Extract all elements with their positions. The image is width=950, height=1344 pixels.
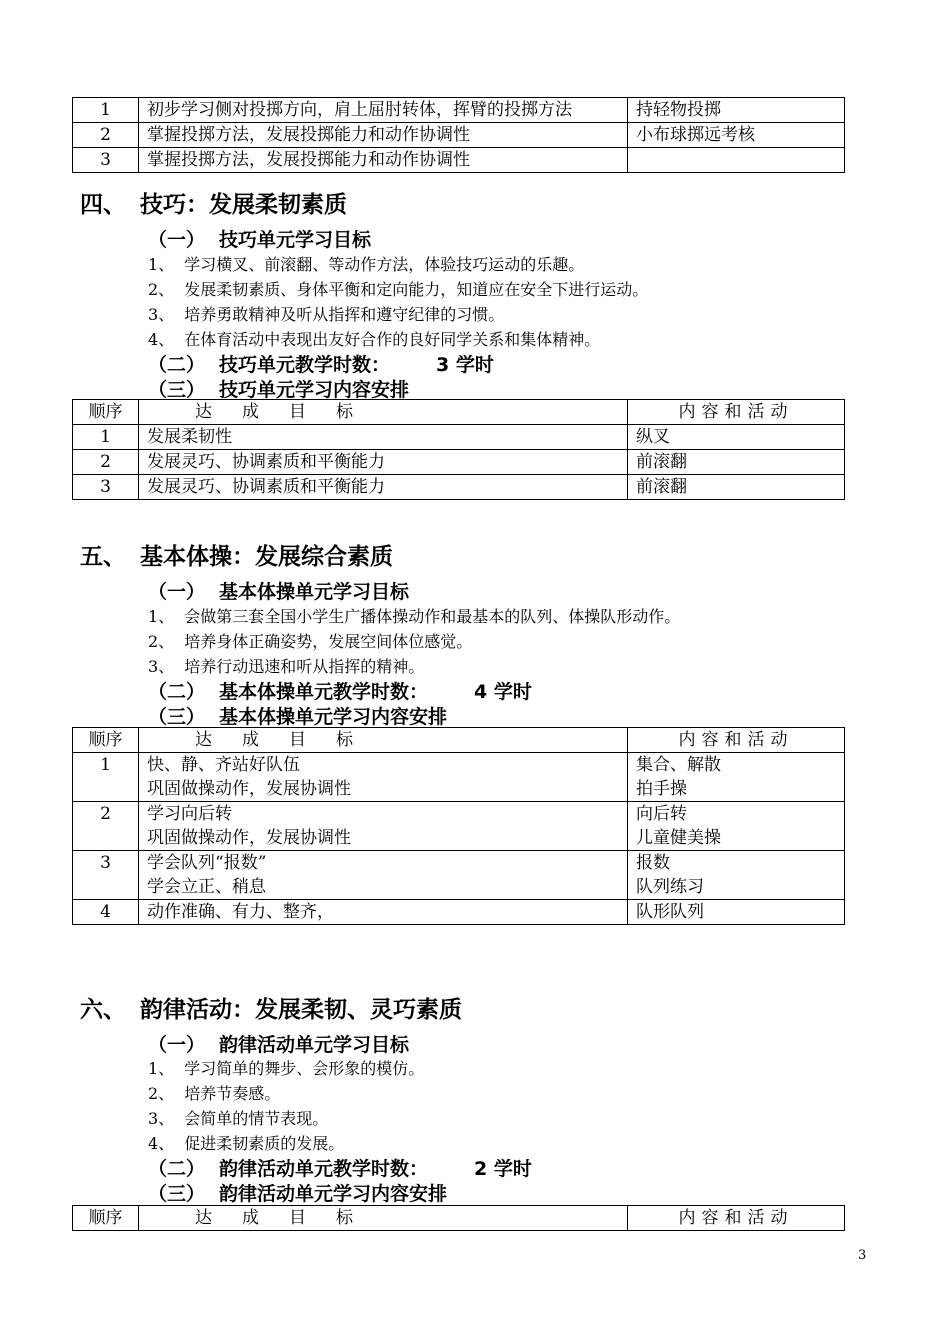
- list-item: 3、 培养勇敢精神及听从指挥和遵守纪律的习惯。: [148, 305, 505, 324]
- seq-cell: 3: [73, 851, 139, 900]
- table-row: [73, 851, 845, 900]
- page-number: 3: [858, 1248, 867, 1263]
- header-seq: 顺序: [73, 400, 139, 425]
- seq-cell: 1: [73, 425, 139, 450]
- activity-cell: 集合、解散 拍手操: [628, 753, 845, 802]
- activity-cell: 纵叉: [628, 425, 845, 450]
- table-row: [73, 123, 845, 148]
- goal-cell: 发展柔韧性: [139, 425, 628, 450]
- subsection-heading: （三） 基本体操单元学习内容安排: [148, 706, 448, 728]
- list-item: 1、 学习简单的舞步、会形象的模仿。: [148, 1059, 425, 1078]
- header-goal: 达 成 目 标: [139, 400, 628, 425]
- activity-cell: 队形队列: [628, 900, 845, 925]
- goal-cell: 发展灵巧、协调素质和平衡能力: [139, 450, 628, 475]
- list-item: 1、 学习横叉、前滚翻、等动作方法，体验技巧运动的乐趣。: [148, 255, 585, 274]
- header-activity: 内容和活动: [628, 400, 845, 425]
- subsection-heading: （三） 技巧单元学习内容安排: [148, 379, 410, 401]
- goal-cell: 初步学习侧对投掷方向，肩上屈肘转体，挥臂的投掷方法: [139, 98, 628, 123]
- list-item: 2、 发展柔韧素质、身体平衡和定向能力，知道应在安全下进行运动。: [148, 280, 649, 299]
- seq-cell: 3: [73, 148, 139, 173]
- table-row: [73, 450, 845, 475]
- list-item: 4、 促进柔韧素质的发展。: [148, 1134, 345, 1153]
- seq-cell: 2: [73, 123, 139, 148]
- header-seq: 顺序: [73, 1206, 139, 1231]
- subsection-heading: （一） 韵律活动单元学习目标: [148, 1034, 410, 1056]
- rhythm-content-table: [72, 1205, 845, 1231]
- seq-cell: 3: [73, 475, 139, 500]
- list-item: 2、 培养身体正确姿势，发展空间体位感觉。: [148, 632, 473, 651]
- header-goal: 达 成 目 标: [139, 1206, 628, 1231]
- seq-cell: 1: [73, 98, 139, 123]
- activity-cell: 前滚翻: [628, 450, 845, 475]
- goal-cell: 学习向后转 巩固做操动作，发展协调性: [139, 802, 628, 851]
- list-item: 3、 培养行动迅速和听从指挥的精神。: [148, 657, 425, 676]
- activity-cell: 小布球掷远考核: [628, 123, 845, 148]
- subsection-heading: （二） 基本体操单元教学时数： 4 学时: [148, 681, 532, 703]
- subsection-heading: （二） 技巧单元教学时数： 3 学时: [148, 354, 494, 376]
- subsection-heading: （一） 技巧单元学习目标: [148, 229, 372, 251]
- table-row: [73, 98, 845, 123]
- activity-cell: 前滚翻: [628, 475, 845, 500]
- table-header-row: [73, 400, 845, 425]
- header-seq: 顺序: [73, 728, 139, 753]
- subsection-heading: （一） 基本体操单元学习目标: [148, 581, 410, 603]
- table-row: [73, 802, 845, 851]
- skills-content-table: [72, 399, 845, 500]
- seq-cell: 2: [73, 802, 139, 851]
- table-row: [73, 148, 845, 173]
- activity-cell: 持轻物投掷: [628, 98, 845, 123]
- table-row: [73, 900, 845, 925]
- table-header-row: [73, 1206, 845, 1231]
- header-activity: 内容和活动: [628, 728, 845, 753]
- header-activity: 内容和活动: [628, 1206, 845, 1231]
- list-item: 2、 培养节奏感。: [148, 1084, 281, 1103]
- section-heading: 五、 基本体操：发展综合素质: [80, 544, 393, 570]
- header-goal: 达 成 目 标: [139, 728, 628, 753]
- goal-cell: 学会队列“报数” 学会立正、稍息: [139, 851, 628, 900]
- table-row: [73, 753, 845, 802]
- activity-cell: 报数 队列练习: [628, 851, 845, 900]
- section-heading: 四、 技巧：发展柔韧素质: [80, 192, 347, 218]
- list-item: 1、 会做第三套全国小学生广播体操动作和最基本的队列、体操队形动作。: [148, 607, 681, 626]
- activity-cell: [628, 148, 845, 173]
- subsection-heading: （三） 韵律活动单元学习内容安排: [148, 1183, 448, 1205]
- goal-cell: 掌握投掷方法，发展投掷能力和动作协调性: [139, 148, 628, 173]
- table-row: [73, 475, 845, 500]
- list-item: 3、 会简单的情节表现。: [148, 1109, 329, 1128]
- throwing-content-table: [72, 97, 845, 173]
- subsection-heading: （二） 韵律活动单元教学时数： 2 学时: [148, 1158, 532, 1180]
- seq-cell: 2: [73, 450, 139, 475]
- activity-cell: 向后转 儿童健美操: [628, 802, 845, 851]
- table-header-row: [73, 728, 845, 753]
- goal-cell: 掌握投掷方法，发展投掷能力和动作协调性: [139, 123, 628, 148]
- seq-cell: 1: [73, 753, 139, 802]
- goal-cell: 发展灵巧、协调素质和平衡能力: [139, 475, 628, 500]
- list-item: 4、 在体育活动中表现出友好合作的良好同学关系和集体精神。: [148, 330, 601, 349]
- gymnastics-content-table: [72, 727, 845, 925]
- section-heading: 六、 韵律活动：发展柔韧、灵巧素质: [80, 997, 462, 1023]
- table-row: [73, 425, 845, 450]
- goal-cell: 快、静、齐站好队伍 巩固做操动作，发展协调性: [139, 753, 628, 802]
- goal-cell: 动作准确、有力、整齐，: [139, 900, 628, 925]
- seq-cell: 4: [73, 900, 139, 925]
